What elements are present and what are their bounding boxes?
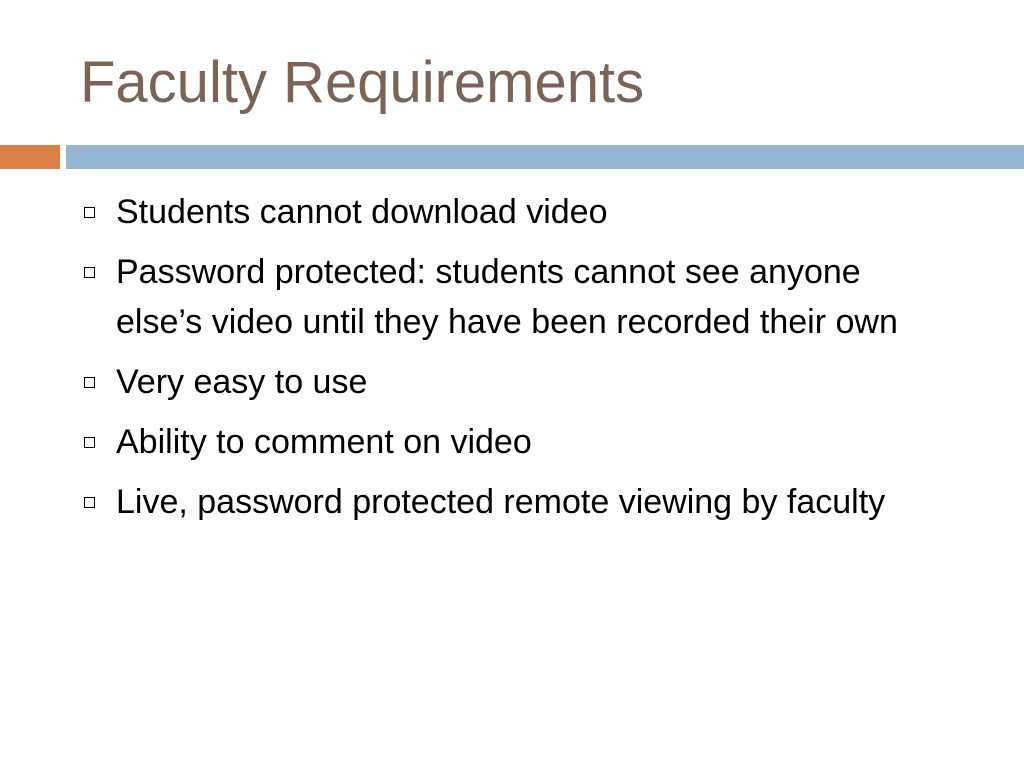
accent-bar-blue [66, 145, 1024, 169]
hollow-square-bullet-icon [84, 497, 95, 508]
bullet-list [80, 187, 940, 537]
bullet-item [80, 187, 940, 237]
bullet-item [80, 477, 940, 527]
bullet-text: Students cannot download video [116, 193, 608, 231]
bullet-text: Very easy to use [116, 363, 368, 401]
hollow-square-bullet-icon [84, 267, 95, 278]
slide-title: Faculty Requirements [80, 50, 645, 115]
hollow-square-bullet-icon [84, 377, 95, 388]
hollow-square-bullet-icon [84, 207, 95, 218]
accent-bar-orange [0, 145, 60, 169]
bullet-text: Live, password protected remote viewing by faculty [116, 483, 886, 521]
bullet-item [80, 417, 940, 467]
bullet-item [80, 357, 940, 407]
hollow-square-bullet-icon [84, 437, 95, 448]
bullet-item [80, 247, 940, 347]
bullet-text: Ability to comment on video [116, 423, 532, 461]
bullet-text: Password protected: students cannot see anyone else’s video until they have been recorded their own [116, 253, 898, 341]
